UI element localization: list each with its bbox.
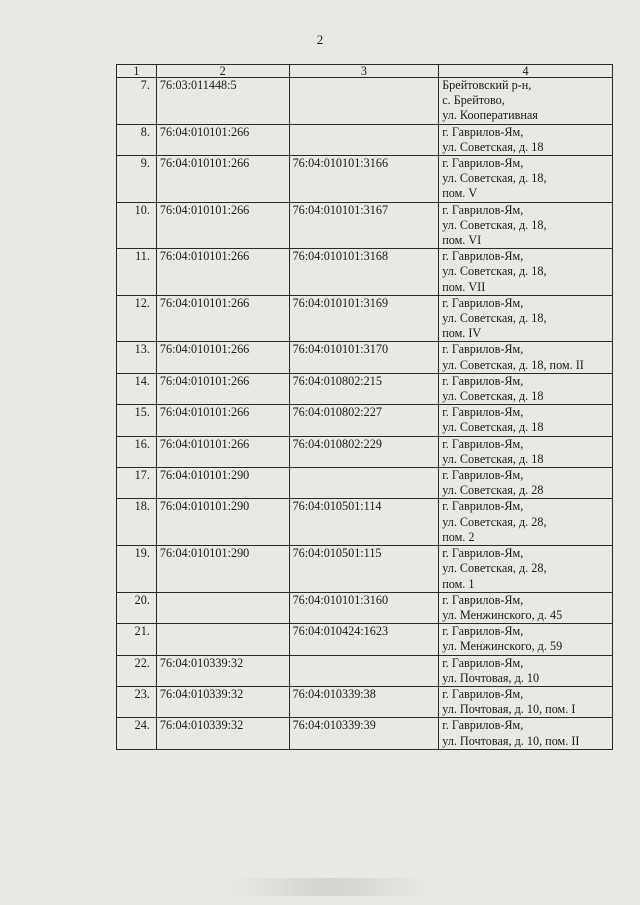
address-line: ул. Кооперативная <box>442 108 538 123</box>
column-header-3: 3 <box>289 65 439 78</box>
address-line: г. Гаврилов-Ям, <box>442 295 524 310</box>
cadastral-number-parcel: 76:04:010101:266 <box>156 405 289 436</box>
cadastral-number-object: 76:04:010802:227 <box>289 405 439 436</box>
cadastral-number-parcel: 76:04:010101:290 <box>156 468 289 499</box>
row-number: 16. <box>117 436 157 467</box>
row-number: 15. <box>117 405 157 436</box>
address-line: г. Гаврилов-Ям, <box>442 592 524 607</box>
row-number: 20. <box>117 592 157 623</box>
address-line: пом. 2 <box>442 529 475 544</box>
table-row <box>117 718 613 749</box>
address-line: Брейтовский р-н, <box>442 78 532 92</box>
cadastral-number-parcel: 76:04:010101:266 <box>156 295 289 342</box>
row-number: 7. <box>117 78 157 125</box>
cadastral-number-parcel: 76:04:010101:266 <box>156 156 289 203</box>
address-cell <box>439 686 613 717</box>
row-number: 9. <box>117 156 157 203</box>
address-line: ул. Советская, д. 18, <box>442 264 547 279</box>
table-row <box>117 624 613 655</box>
address-line: г. Гаврилов-Ям, <box>442 124 524 139</box>
address-line: ул. Менжинского, д. 59 <box>442 639 563 654</box>
address-cell <box>439 295 613 342</box>
address-line: пом. VII <box>442 279 486 294</box>
table-row <box>117 686 613 717</box>
address-line: г. Гаврилов-Ям, <box>442 156 524 171</box>
address-line: г. Гаврилов-Ям, <box>442 655 524 670</box>
cadastral-number-object <box>289 124 439 155</box>
address-cell <box>439 373 613 404</box>
table-row <box>117 436 613 467</box>
table-row <box>117 546 613 593</box>
address-line: ул. Советская, д. 18, пом. II <box>442 357 584 372</box>
address-line: ул. Советская, д. 28, <box>442 514 547 529</box>
cadastral-number-parcel: 76:04:010101:266 <box>156 373 289 404</box>
address-cell <box>439 546 613 593</box>
address-line: ул. Советская, д. 18 <box>442 389 544 404</box>
column-header-2: 2 <box>156 65 289 78</box>
cadastral-number-parcel: 76:04:010101:266 <box>156 342 289 373</box>
address-line: г. Гаврилов-Ям, <box>442 546 524 561</box>
address-line: г. Гаврилов-Ям, <box>442 436 524 451</box>
cadastral-number-parcel: 76:04:010101:290 <box>156 546 289 593</box>
cadastral-number-parcel: 76:04:010101:266 <box>156 249 289 296</box>
address-line: г. Гаврилов-Ям, <box>442 249 524 264</box>
scan-smudge <box>230 878 430 896</box>
address-cell <box>439 468 613 499</box>
table-row <box>117 156 613 203</box>
row-number: 23. <box>117 686 157 717</box>
cadastral-number-object <box>289 468 439 499</box>
row-number: 11. <box>117 249 157 296</box>
address-line: пом. 1 <box>442 576 475 591</box>
table-row <box>117 295 613 342</box>
address-line: ул. Советская, д. 18 <box>442 139 544 154</box>
table-row <box>117 592 613 623</box>
address-cell <box>439 405 613 436</box>
address-line: ул. Советская, д. 18, <box>442 217 547 232</box>
cadastral-number-object: 76:04:010802:229 <box>289 436 439 467</box>
address-line: ул. Менжинского, д. 45 <box>442 607 563 622</box>
table-row <box>117 249 613 296</box>
cadastral-number-parcel: 76:04:010101:266 <box>156 202 289 249</box>
address-cell <box>439 624 613 655</box>
cadastral-number-object: 76:04:010501:115 <box>289 546 439 593</box>
row-number: 8. <box>117 124 157 155</box>
address-line: ул. Советская, д. 28 <box>442 483 544 498</box>
cadastral-number-object: 76:04:010424:1623 <box>289 624 439 655</box>
table-header-row <box>117 65 613 78</box>
address-cell <box>439 342 613 373</box>
address-line: г. Гаврилов-Ям, <box>442 373 524 388</box>
row-number: 12. <box>117 295 157 342</box>
cadastral-number-parcel: 76:04:010101:290 <box>156 499 289 546</box>
column-header-4: 4 <box>439 65 613 78</box>
cadastral-number-object: 76:04:010339:38 <box>289 686 439 717</box>
address-line: г. Гаврилов-Ям, <box>442 499 524 514</box>
cadastral-number-parcel: 76:04:010339:32 <box>156 718 289 749</box>
cadastral-number-object: 76:04:010101:3166 <box>289 156 439 203</box>
page-number: 2 <box>316 32 324 47</box>
cadastral-number-parcel <box>156 592 289 623</box>
row-number: 13. <box>117 342 157 373</box>
address-line: г. Гаврилов-Ям, <box>442 202 524 217</box>
address-line: ул. Советская, д. 18 <box>442 451 544 466</box>
address-line: г. Гаврилов-Ям, <box>442 468 524 483</box>
address-line: ул. Советская, д. 28, <box>442 561 547 576</box>
cadastral-number-object: 76:04:010101:3168 <box>289 249 439 296</box>
row-number: 21. <box>117 624 157 655</box>
cadastral-number-parcel: 76:04:010101:266 <box>156 436 289 467</box>
table-row <box>117 373 613 404</box>
cadastral-number-object: 76:04:010101:3169 <box>289 295 439 342</box>
cadastral-number-parcel: 76:04:010101:266 <box>156 124 289 155</box>
address-cell <box>439 249 613 296</box>
address-line: ул. Советская, д. 18, <box>442 311 547 326</box>
row-number: 17. <box>117 468 157 499</box>
address-line: с. Брейтово, <box>442 93 505 108</box>
row-number: 22. <box>117 655 157 686</box>
address-line: ул. Почтовая, д. 10 <box>442 670 540 685</box>
cadastral-number-parcel: 76:04:010339:32 <box>156 655 289 686</box>
cadastral-number-object: 76:04:010802:215 <box>289 373 439 404</box>
address-cell <box>439 156 613 203</box>
address-cell <box>439 78 613 125</box>
table-row <box>117 78 613 125</box>
cadastral-number-object <box>289 78 439 125</box>
cadastral-number-object: 76:04:010339:39 <box>289 718 439 749</box>
address-cell <box>439 499 613 546</box>
cadastral-number-parcel <box>156 624 289 655</box>
cadastral-table <box>116 64 613 750</box>
table-row <box>117 405 613 436</box>
address-line: пом. IV <box>442 326 482 341</box>
address-line: ул. Советская, д. 18 <box>442 420 544 435</box>
address-cell <box>439 718 613 749</box>
address-cell <box>439 202 613 249</box>
cadastral-number-parcel: 76:03:011448:5 <box>156 78 289 125</box>
address-cell <box>439 124 613 155</box>
row-number: 24. <box>117 718 157 749</box>
cadastral-number-object: 76:04:010101:3170 <box>289 342 439 373</box>
table-row <box>117 655 613 686</box>
cadastral-number-object: 76:04:010101:3167 <box>289 202 439 249</box>
address-line: г. Гаврилов-Ям, <box>442 342 524 357</box>
address-cell <box>439 592 613 623</box>
row-number: 14. <box>117 373 157 404</box>
address-line: ул. Почтовая, д. 10, пом. II <box>442 733 580 748</box>
address-line: г. Гаврилов-Ям, <box>442 624 524 639</box>
address-cell <box>439 436 613 467</box>
address-line: г. Гаврилов-Ям, <box>442 405 524 420</box>
cadastral-number-object: 76:04:010501:114 <box>289 499 439 546</box>
address-line: г. Гаврилов-Ям, <box>442 686 524 701</box>
table-row <box>117 342 613 373</box>
cadastral-number-parcel: 76:04:010339:32 <box>156 686 289 717</box>
table-row <box>117 499 613 546</box>
row-number: 18. <box>117 499 157 546</box>
table-row <box>117 468 613 499</box>
table-row <box>117 124 613 155</box>
address-line: ул. Советская, д. 18, <box>442 171 547 186</box>
table-row <box>117 202 613 249</box>
column-header-1: 1 <box>117 65 157 78</box>
row-number: 19. <box>117 546 157 593</box>
address-line: ул. Почтовая, д. 10, пом. I <box>442 702 576 717</box>
address-cell <box>439 655 613 686</box>
address-line: пом. VI <box>442 233 482 248</box>
cadastral-number-object <box>289 655 439 686</box>
row-number: 10. <box>117 202 157 249</box>
address-line: г. Гаврилов-Ям, <box>442 718 524 733</box>
address-line: пом. V <box>442 186 478 201</box>
cadastral-number-object: 76:04:010101:3160 <box>289 592 439 623</box>
